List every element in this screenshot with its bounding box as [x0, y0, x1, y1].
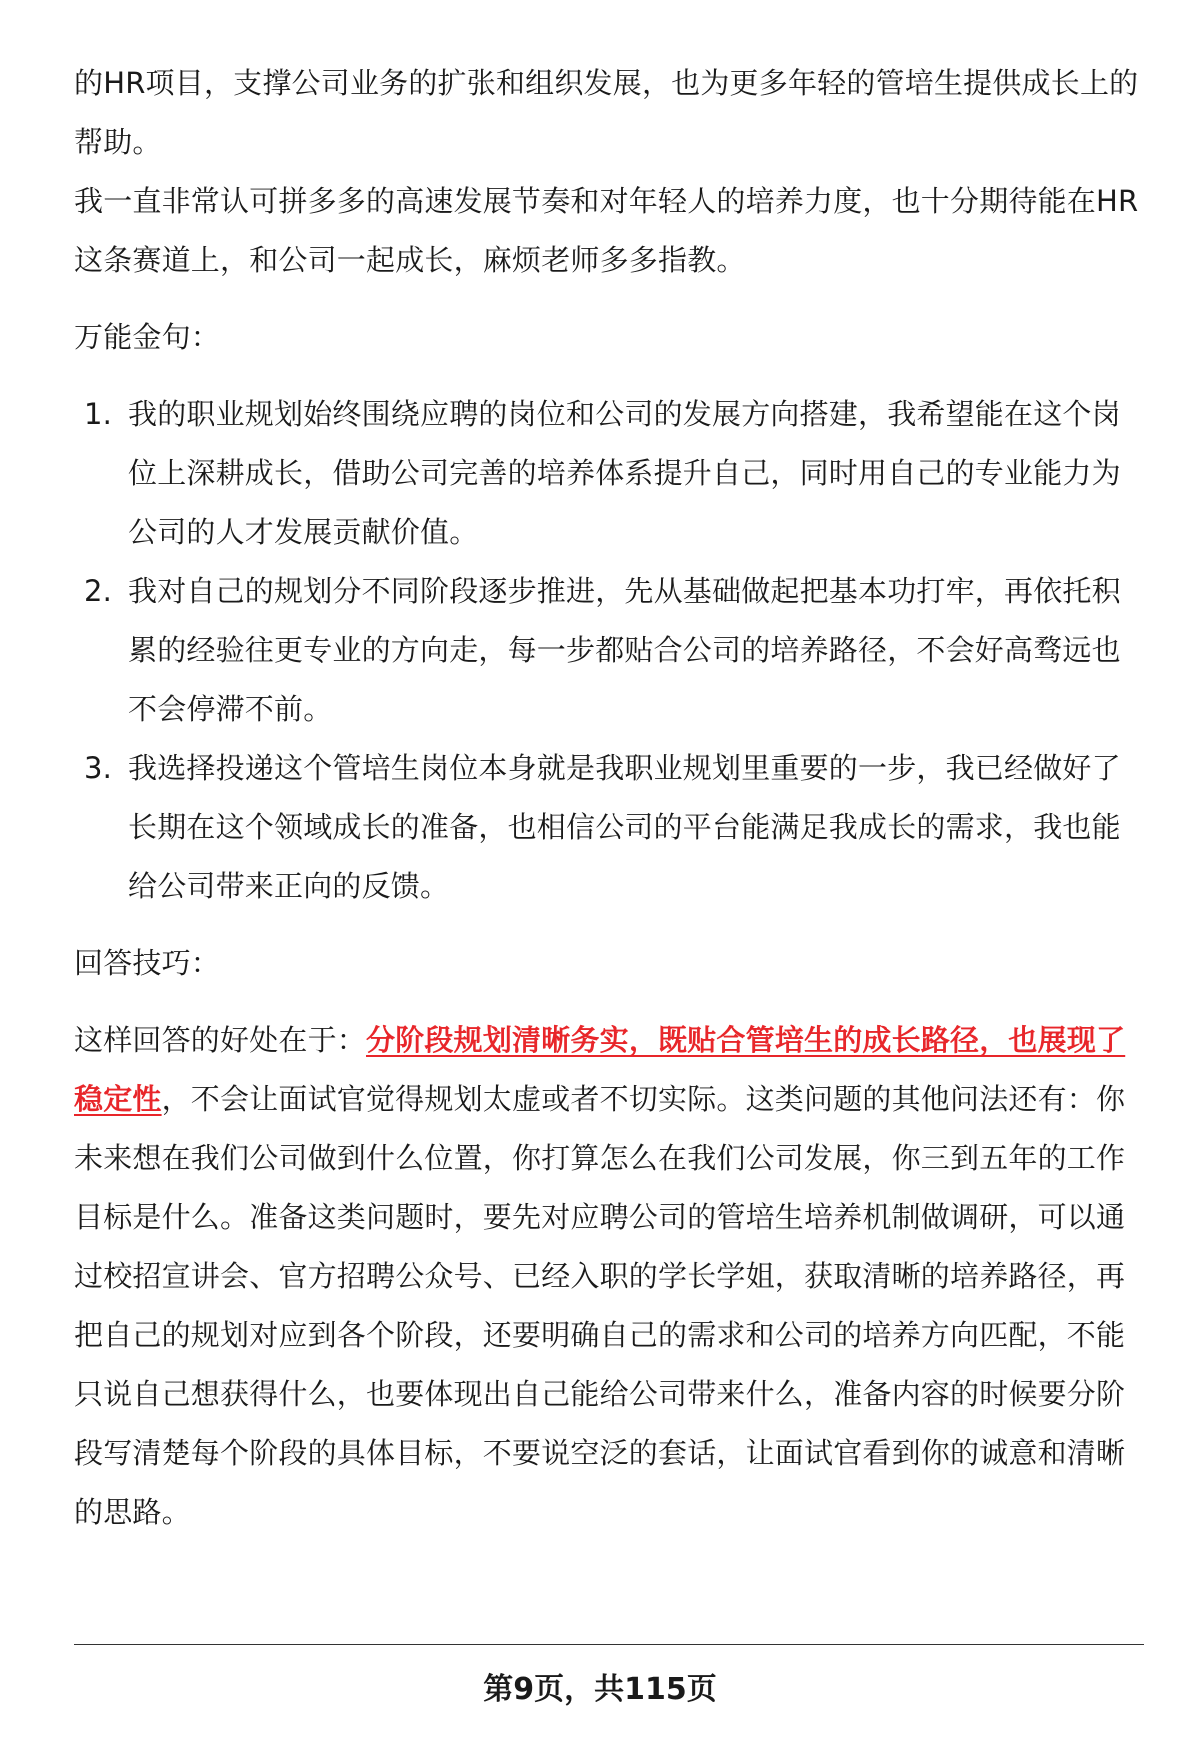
list-item-text: 我对自己的规划分不同阶段逐步推进，先从基础做起把基本功打牢，再依托积累的经验往更专业的方向走，每一步都贴合公司的培养路径，不会好高骛远也不会停滞不前。	[128, 574, 1121, 726]
tips-body: ，不会让面试官觉得规划太虚或者不切实际。这类问题的其他问法还有：你未来想在我们公司做到什么位置，你打算怎么在我们公司发展，你三到五年的工作目标是什么。准备这类问题时，要先对应聘公司的管培生培养机制做调研，可以通过校招宣讲会、官方招聘公众号、已经入职的学长学姐，获取清晰的培养路径，再把自己的规划对应到各个阶段，还要明确自己的需求和公司的培养方向匹配，不能只说自己想获得什么，也要体现出自己能给公司带来什么，准备内容的时候要分阶段写清楚每个阶段的具体目标，不要说空泛的套话，让面试官看到你的诚意和清晰的思路。	[74, 1082, 1126, 1529]
page-number: 第9页，共115页	[483, 1672, 717, 1707]
list-item	[74, 739, 1144, 916]
paragraph-closing: 我一直非常认可拼多多的高速发展节奏和对年轻人的培养力度，也十分期待能在HR这条赛道上，和公司一起成长，麻烦老师多多指教。	[74, 184, 1139, 277]
list-number: 2.	[84, 574, 113, 608]
paragraph-hr-project: 的HR项目，支撑公司业务的扩张和组织发展，也为更多年轻的管培生提供成长上的帮助。	[74, 66, 1139, 159]
golden-sentences-list	[74, 385, 1144, 916]
tips-lead: 这样回答的好处在于：	[74, 1023, 367, 1057]
tips-highlight: 分阶段规划清晰务实，既贴合管培生的成长路径，也展现了稳定性	[74, 1023, 1126, 1116]
list-item-text: 我的职业规划始终围绕应聘的岗位和公司的发展方向搭建，我希望能在这个岗位上深耕成长，借助公司完善的培养体系提升自己，同时用自己的专业能力为公司的人才发展贡献价值。	[128, 397, 1121, 549]
heading-golden-sentences: 万能金句：	[74, 320, 221, 354]
list-item	[74, 562, 1144, 739]
footer-divider	[74, 1644, 1144, 1645]
document-body	[74, 54, 1144, 1542]
heading-answer-tips: 回答技巧：	[74, 946, 221, 980]
list-item	[74, 385, 1144, 562]
list-number: 1.	[84, 397, 113, 431]
list-item-text: 我选择投递这个管培生岗位本身就是我职业规划里重要的一步，我已经做好了长期在这个领域成长的准备，也相信公司的平台能满足我成长的需求，我也能给公司带来正向的反馈。	[128, 751, 1121, 903]
paragraph-answer-tips	[74, 1011, 1144, 1542]
list-number: 3.	[84, 751, 113, 785]
